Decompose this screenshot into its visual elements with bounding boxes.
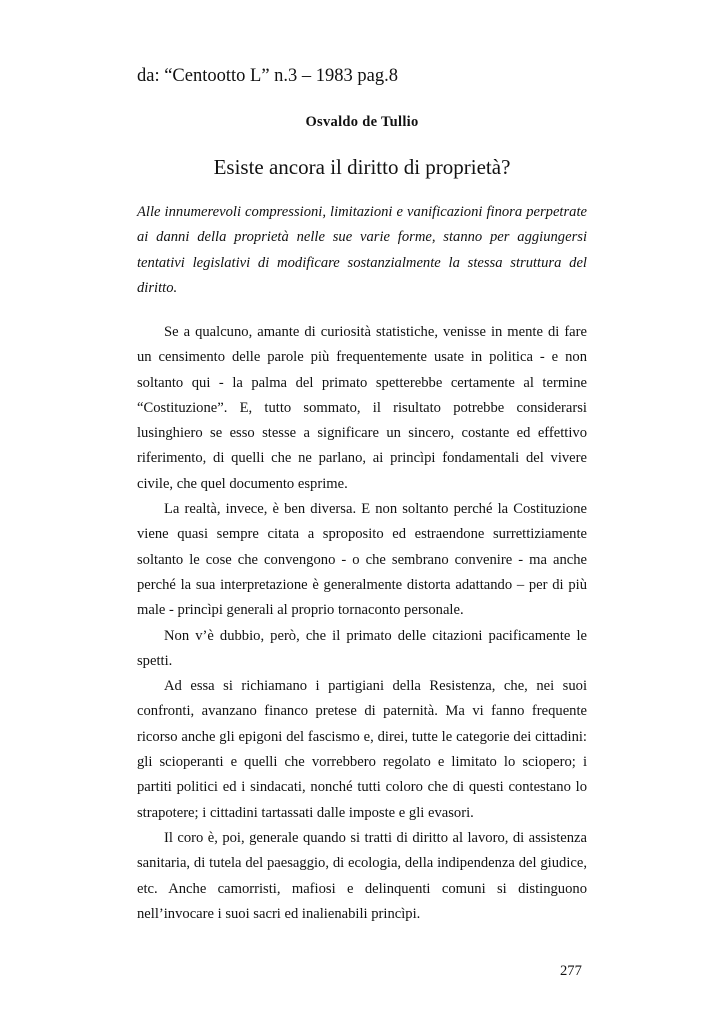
page-number: 277: [560, 963, 582, 979]
article-body: [137, 320, 587, 927]
body-paragraph: Se a qualcuno, amante di curiosità statistiche, venisse in mente di fare un censimento delle parole più frequentemente usate in politica - e non soltanto qui - la palma del primato spetterebbe certamente al termine “Costituzione”. E, tutto sommato, il risultato potrebbe considerarsi lusinghiero se esso stesse a significare un sincero, costante ed effettivo riferimento, di quelli che ne parlano, ai princìpi fondamentali del vivere civile, che quel documento esprime.: [137, 324, 587, 492]
body-paragraph: Ad essa si richiamano i partigiani della Resistenza, che, nei suoi confronti, avanzano financo pretese di paternità. Ma vi fanno frequente ricorso anche gli epigoni del fascismo e, direi, tutte le categorie dei cittadini: gli scioperanti e quelli che vorrebbero regolato e limitato lo sciopero; i partiti politici ed i sindacati, nonché tutti coloro che di questi contestano lo strapotere; i cittadini tartassati dalle imposte e gli evasori.: [137, 678, 587, 821]
body-paragraph: Il coro è, poi, generale quando si tratti di diritto al lavoro, di assistenza sanitaria, di tutela del paesaggio, di ecologia, della indipendenza del giudice, etc. Anche camorristi, mafiosi e delinquenti comuni si distinguono nell’invocare i suoi sacri ed inalienabili princìpi.: [137, 829, 587, 922]
body-paragraph: Non v’è dubbio, però, che il primato delle citazioni pacificamente le spetti.: [137, 627, 587, 669]
body-paragraph: La realtà, invece, è ben diversa. E non soltanto perché la Costituzione viene quasi sempre citata a sproposito ed estraendone surrettiziamente soltanto le cose che convengono - o che sembrano convenire - ma anche perché la sua interpretazione è generalmente distorta adattando – per di più male - princìpi generali al proprio tornaconto personale.: [137, 501, 587, 619]
abstract-paragraph: Alle innumerevoli compressioni, limitazioni e vanificazioni finora perpetrate ai danni della proprietà nelle sue varie forme, stanno per aggiungersi tentativi legislativi di modificare sostanzialmente la stessa struttura del diritto.: [137, 204, 587, 296]
article-title: Esiste ancora il diritto di proprietà?: [213, 155, 511, 179]
author-name: Osvaldo de Tullio: [305, 114, 419, 130]
source-citation: da: “Centootto L” n.3 – 1983 pag.8: [137, 66, 399, 86]
